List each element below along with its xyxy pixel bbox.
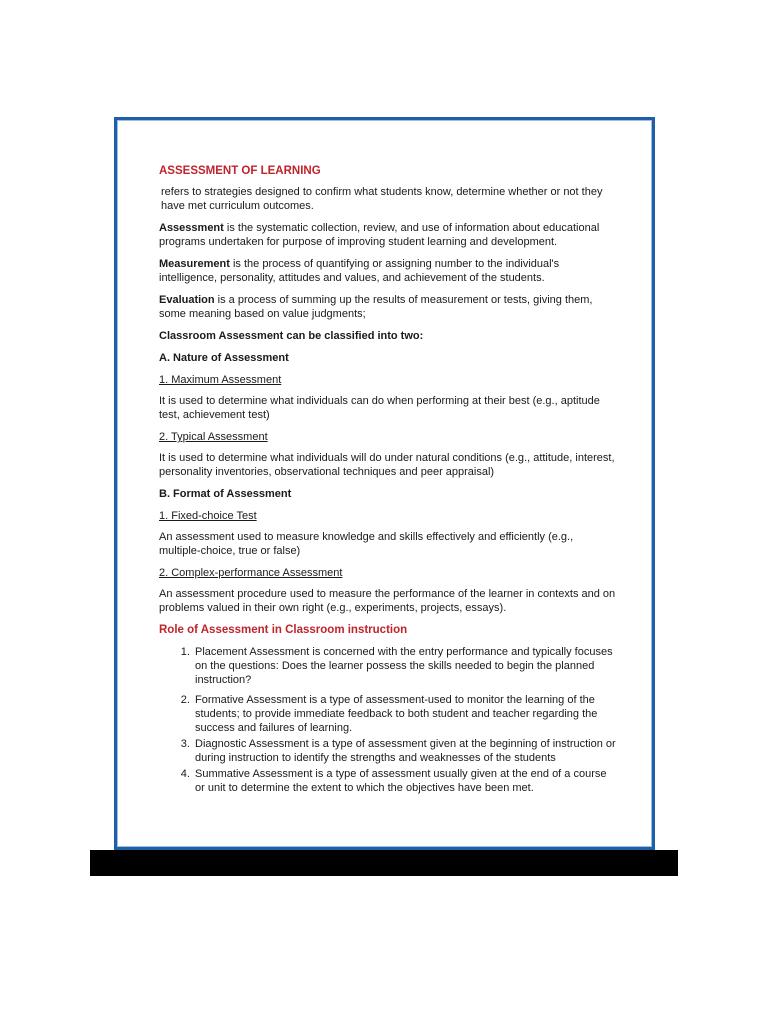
- definition-assessment: [159, 221, 616, 249]
- definition-text: is the systematic collection, review, and use of information about educational programs undertaken for purpose of improving student learning and development.: [159, 222, 600, 248]
- definition-term: Evaluation: [159, 294, 215, 306]
- role-list-item: 4. Summative Assessment is a type of assessment usually given at the end of a course or unit to determine the extent to which the objectives have been met.: [193, 767, 616, 795]
- maximum-assessment-text: It is used to determine what individuals can do when performing at their best (e.g., aptitude test, achievement test): [159, 395, 600, 421]
- document-title: ASSESSMENT OF LEARNING: [159, 165, 321, 177]
- fixed-choice-text: An assessment used to measure knowledge and skills effectively and efficiently (e.g., multiple-choice, true or false): [159, 531, 574, 557]
- black-bar: [90, 850, 678, 876]
- role-list: [159, 645, 616, 795]
- document-content: [159, 164, 616, 797]
- maximum-assessment-title: 1. Maximum Assessment: [159, 374, 282, 386]
- section-b-heading: B. Format of Assessment: [159, 488, 292, 500]
- definition-evaluation: [159, 293, 616, 321]
- typical-assessment-text: It is used to determine what individuals will do under natural conditions (e.g., attitude, interest, personality inventories, observational techniques and peer appraisal): [159, 452, 615, 478]
- role-heading: Role of Assessment in Classroom instruction: [159, 624, 408, 636]
- definition-term: Assessment: [159, 222, 224, 234]
- role-list-item: 3. Diagnostic Assessment is a type of assessment given at the beginning of instruction or during instruction to identify the strengths and weaknesses of the students: [193, 737, 616, 765]
- definition-text: is a process of summing up the results of measurement or tests, giving them, some meaning based on value judgments;: [159, 294, 593, 320]
- intro-paragraph: refers to strategies designed to confirm what students know, determine whether or not they have met curriculum outcomes.: [161, 186, 603, 212]
- role-list-item: 1. Placement Assessment is concerned with the entry performance and typically focuses on the questions: Does the learner possess the skills needed to begin the planned instruction?: [193, 645, 616, 687]
- section-a-heading: A. Nature of Assessment: [159, 352, 289, 364]
- complex-performance-text: An assessment procedure used to measure the performance of the learner in contexts and on problems valued in their own right (e.g., experiments, projects, essays).: [159, 588, 616, 614]
- role-list-item: 2. Formative Assessment is a type of assessment-used to monitor the learning of the students; to provide immediate feedback to both student and teacher regarding the success and failures of learning.: [193, 693, 616, 735]
- definition-term: Measurement: [159, 258, 230, 270]
- complex-performance-title: 2. Complex-performance Assessment: [159, 567, 343, 579]
- definition-text: is the process of quantifying or assigning number to the individual's intelligence, personality, attitudes and values, and achievement of the students.: [159, 258, 560, 284]
- classification-heading: Classroom Assessment can be classified into two:: [159, 330, 424, 342]
- definition-measurement: [159, 257, 616, 285]
- document-frame: [114, 117, 655, 850]
- fixed-choice-title: 1. Fixed-choice Test: [159, 510, 257, 522]
- typical-assessment-title: 2. Typical Assessment: [159, 431, 268, 443]
